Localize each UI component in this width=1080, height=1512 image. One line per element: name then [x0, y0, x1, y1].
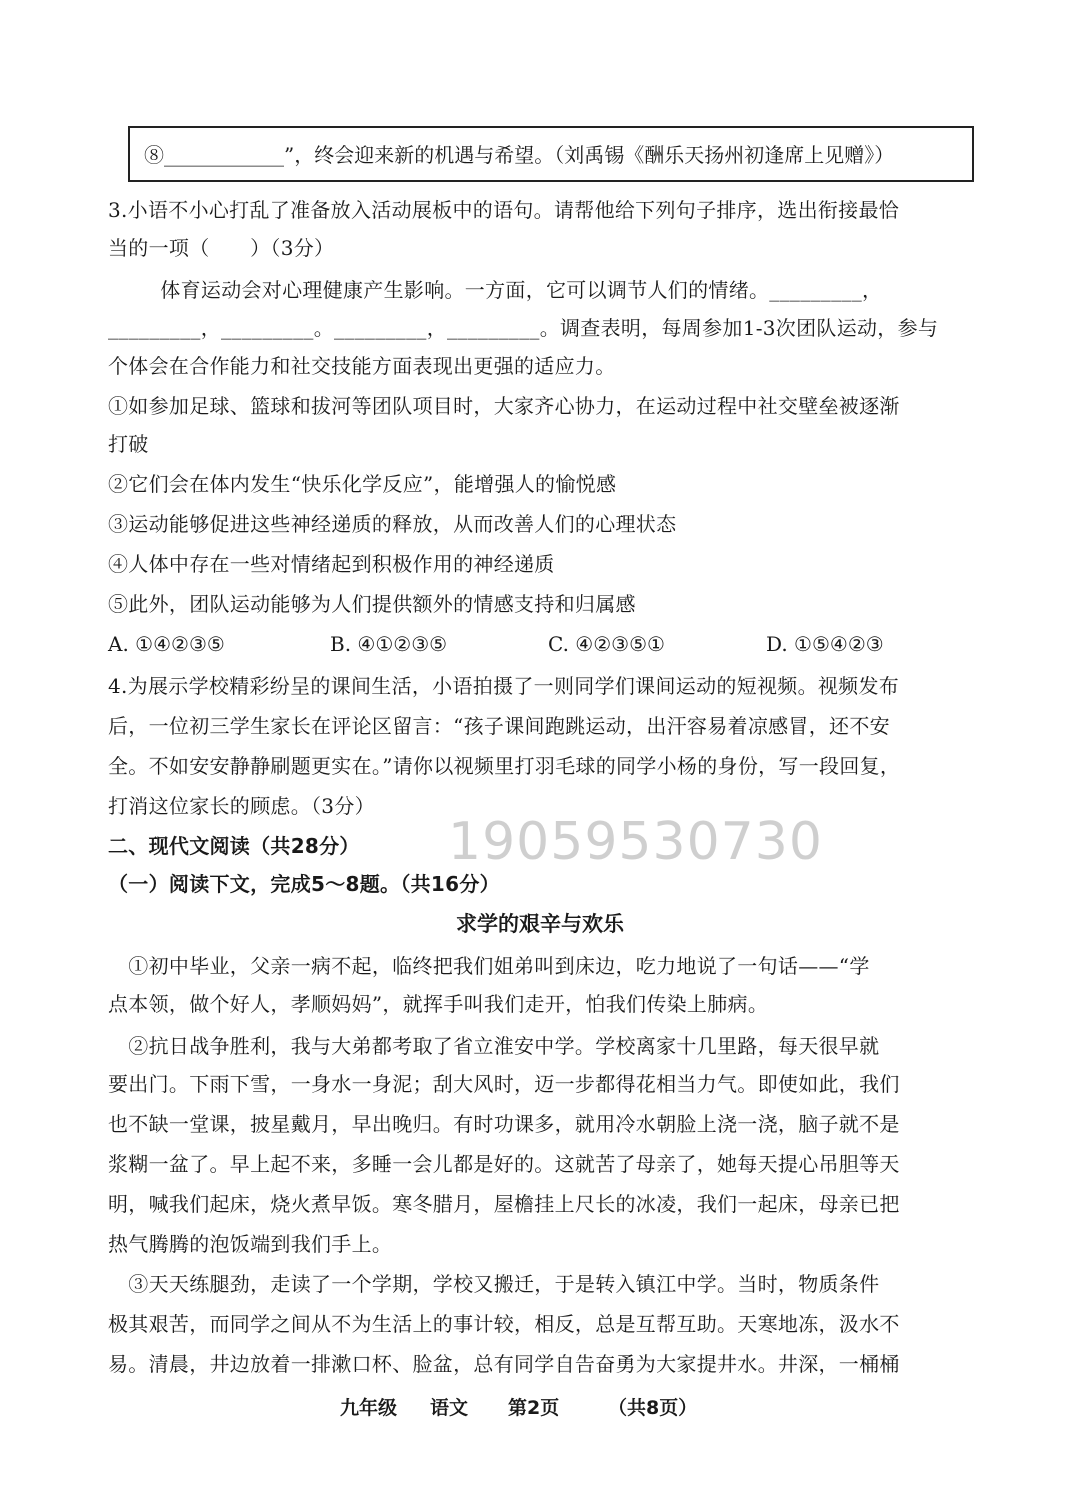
- poem-answer-box: [128, 126, 974, 182]
- poem-line-8: ⑧____________”，终会迎来新的机遇与希望。（刘禹锡《酬乐天扬州初逢席上见赠》）: [144, 143, 895, 167]
- section-heading: 二、现代文阅读（共28分）: [108, 834, 360, 858]
- q3-sentence-3: ③运动能够促进这些神经递质的释放，从而改善人们的心理状态: [108, 512, 677, 536]
- article-title: 求学的艰辛与欢乐: [456, 912, 624, 936]
- paragraph-line: 易。清晨，井边放着一排漱口杯、脸盆，总有同学自告奋勇为大家提井水。井深，一桶桶: [108, 1352, 900, 1376]
- q4-line2: 后，一位初三学生家长在评论区留言：“孩子课间跑跳运动，出汗容易着凉感冒，还不安: [108, 714, 890, 738]
- footer-total: （共8页）: [608, 1397, 698, 1419]
- q4-line4: 打消这位家长的顾虑。（3分）: [108, 794, 375, 818]
- paragraph-line: 热气腾腾的泡饭端到我们手上。: [108, 1232, 393, 1256]
- q3-passage-line1: 体育运动会对心理健康产生影响。一方面，它可以调节人们的情绪。_________，: [140, 278, 883, 302]
- paragraph-line: 极其艰苦，而同学之间从不为生活上的事计较，相反，总是互帮互助。天寒地冻，汲水不: [108, 1312, 900, 1336]
- q3-sentence-5: ⑤此外，团队运动能够为人们提供额外的情感支持和归属感: [108, 592, 636, 616]
- paragraph-line: ②抗日战争胜利，我与大弟都考取了省立淮安中学。学校离家十几里路，每天很早就: [108, 1034, 880, 1058]
- q3-sentence-4: ④人体中存在一些对情绪起到积极作用的神经递质: [108, 552, 555, 576]
- q3-sentence-1a: ①如参加足球、篮球和拔河等团队项目时，大家齐心协力，在运动过程中社交壁垒被逐渐: [108, 394, 900, 418]
- paragraph-line: 也不缺一堂课，披星戴月，早出晚归。有时功课多，就用冷水朝脸上浇一浇，脑子就不是: [108, 1112, 900, 1136]
- q3-option-c: C. ④②③⑤①: [548, 632, 665, 656]
- footer-page: 第2页: [508, 1397, 560, 1419]
- q3-passage-line3: 个体会在合作能力和社交技能方面表现出更强的适应力。: [108, 354, 616, 378]
- paragraph-line: 明，喊我们起床，烧火煮早饭。寒冬腊月，屋檐挂上尺长的冰凌，我们一起床，母亲已把: [108, 1192, 900, 1216]
- q3-option-a: A. ①④②③⑤: [108, 632, 225, 656]
- q3-passage-line2: _________，_________。_________，_________。调查表明，每周参加1-3次团队运动，参与: [108, 316, 939, 340]
- q3-sentence-2: ②它们会在体内发生“快乐化学反应”，能增强人的愉悦感: [108, 472, 617, 496]
- q3-option-d: D. ①⑤④②③: [766, 632, 884, 656]
- footer-grade: 九年级: [340, 1397, 398, 1419]
- q4-line3: 全。不如安安静静刷题更实在。”请你以视频里打羽毛球的同学小杨的身份，写一段回复，: [108, 754, 901, 778]
- paragraph-line: ①初中毕业，父亲一病不起，临终把我们姐弟叫到床边，吃力地说了一句话——“学: [108, 954, 870, 978]
- paragraph-line: 点本领，做个好人，孝顺妈妈”，就挥手叫我们走开，怕我们传染上肺病。: [108, 992, 769, 1016]
- q3-option-b: B. ④①②③⑤: [330, 632, 448, 656]
- paragraph-line: 要出门。下雨下雪，一身水一身泥；刮大风时，迈一步都得花相当力气。即使如此，我们: [108, 1072, 900, 1096]
- phone-watermark: 19059530730: [448, 812, 823, 872]
- q4-line1: 4.为展示学校精彩纷呈的课间生活，小语拍摄了一则同学们课间运动的短视频。视频发布: [108, 674, 900, 698]
- q3-sentence-1b: 打破: [108, 432, 149, 456]
- subsection-heading: （一）阅读下文，完成5～8题。（共16分）: [108, 872, 500, 896]
- paragraph-line: 浆糊一盆了。早上起不来，多睡一会儿都是好的。这就苦了母亲了，她每天提心吊胆等天: [108, 1152, 900, 1176]
- paragraph-line: ③天天练腿劲，走读了一个学期，学校又搬迁，于是转入镇江中学。当时，物质条件: [108, 1272, 880, 1296]
- footer-subject: 语文: [430, 1397, 469, 1419]
- q3-stem-line1: 3.小语不小心打乱了准备放入活动展板中的语句。请帮他给下列句子排序，选出衔接最恰: [108, 198, 900, 222]
- q3-stem-line2: 当的一项（ ）（3分）: [108, 236, 335, 260]
